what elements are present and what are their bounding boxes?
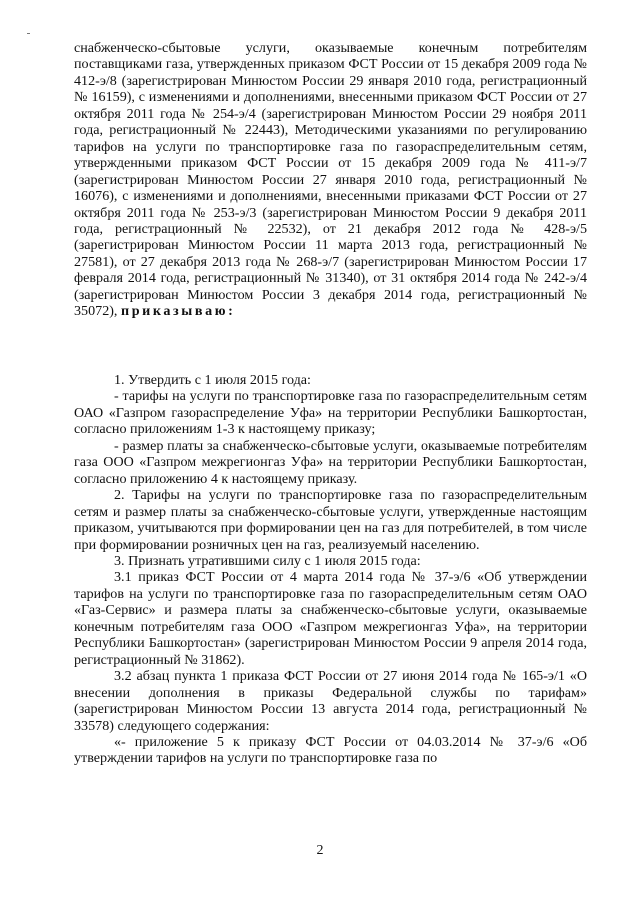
order-items-block [74,372,587,767]
item-1: 1. Утвердить с 1 июля 2015 года: [114,372,311,388]
scan-mark [27,33,30,34]
item-3: 3. Признать утратившими силу с 1 июля 2015 года: [114,552,421,569]
item-3-2: 3.2 абзац пункта 1 приказа ФСТ России от 27 июня 2014 года № 165-э/1 «О внесении дополнения в приказы Федеральной службы по тарифам» (зарегистрирован Минюстом России 13 августа 2014 года, регистрационный № 33578) следующего содержания: [74,668,587,734]
quote-start: «- приложение 5 к приказу ФСТ России от 04.03.2014 № 37-э/6 «Об утверждении тарифов на услуги по транспортировке газа по [74,733,587,767]
order-word: приказываю: [120,303,236,320]
item-2: 2. Тарифы на услуги по транспортировке газа по газораспределительным сетям и размер платы за снабженческо-сбытовые услуги, утвержденные настоящим приказом, учитываются при формировании цен на газ для потребителей, в том числе при формировании розничных цен на газ, реализуемый населению. [74,487,587,553]
item-3-1: 3.1 приказ ФСТ России от 4 марта 2014 года № 37-э/6 «Об утверждении тарифов на услуги по транспортировке газа по газораспределительным сетям ОАО «Газ-Сервис» и размера платы за снабженческо-сбытовые услуги, оказываемые конечным потребителям газа ООО «Газпром межрегионгаз Уфа», на территории Республики Башкортостан» (зарегистрирован Минюстом России 9 апреля 2014 года, регистрационный № 31862). [74,569,587,668]
item-1-b: - размер платы за снабженческо-сбытовые услуги, оказываемые потребителям газа ООО «Газпром межрегионгаз Уфа» на территории Республики Башкортостан, согласно приложению 4 к настоящему приказу. [74,437,587,487]
page-number: 2 [316,843,324,858]
intro-block [74,40,587,320]
item-1-a: - тарифы на услуги по транспортировке газа по газораспределительным сетям ОАО «Газпром газораспределение Уфа» на территории Республики Башкортостан, согласно приложениям 1-3 к настоящему приказу; [74,388,587,438]
intro-paragraph [74,40,587,320]
intro-text: снабженческо-сбытовые услуги, оказываемые конечным потребителям поставщиками газа, утвержденных приказом ФСТ России от 15 декабря 2009 года № 412-э/8 (зарегистрирован Минюстом России 29 января 2010 года, регистрационный № 16159), с изменениями и дополнениями, внесенными приказом ФСТ России от 27 октября 2011 года № 254-э/4 (зарегистрирован Минюстом России 29 ноября 2011 года, регистрационный № 22443), Методическими указаниями по регулированию тарифов на услуги по транспортировке газа по газораспределительным сетям, утвержденными приказом ФСТ России от 15 декабря 2009 года № 411-э/7 (зарегистрирован Минюстом России 27 января 2010 года, регистрационный № 16076), с изменениями и дополнениями, внесенными приказами ФСТ России от 27 октября 2011 года № 253-э/3 (зарегистрирован Минюстом России 9 декабря 2011 года, регистрационный № 22532), от 21 декабря 2012 года № 428-э/5 (зарегистрирован Минюстом России 11 марта 2013 года, регистрационный № 27581), от 27 декабря 2013 года № 268-э/7 (зарегистрирован Минюстом России 17 февраля 2014 года, регистрационный № 31340), от 31 октября 2014 года № 242-э/4 (зарегистрирован Минюстом России 3 декабря 2014 года, регистрационный № 35072), [74,40,587,320]
